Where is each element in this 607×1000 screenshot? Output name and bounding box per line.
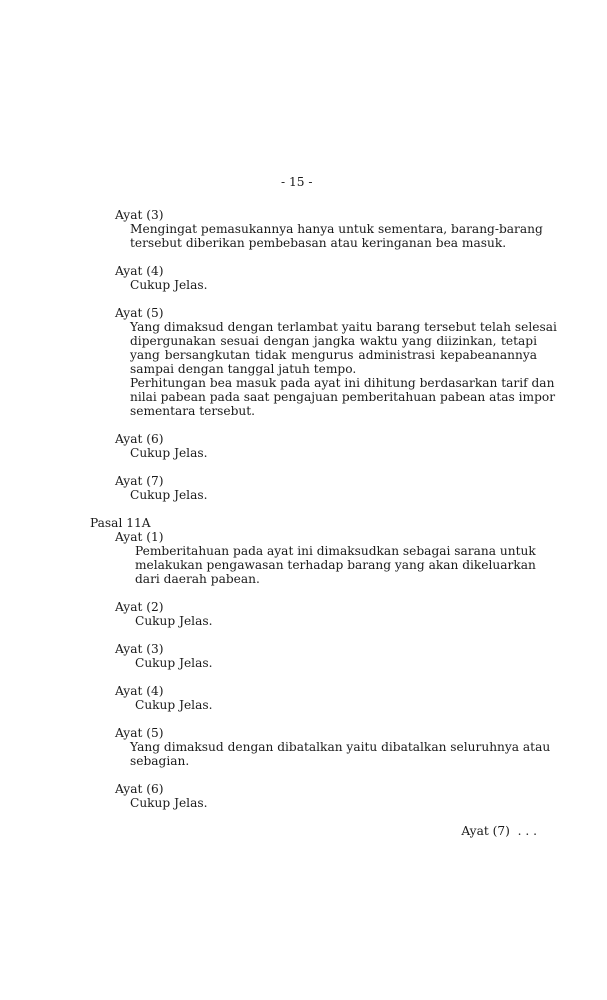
text-line: Mengingat pemasukannya hanya untuk sementara, barang-barang bbox=[130, 222, 543, 236]
text-line: sementara tersebut. bbox=[130, 404, 256, 418]
page-number: - 15 - bbox=[281, 175, 313, 189]
ayat-6-label: Ayat (6) bbox=[115, 432, 164, 446]
text-line: Pemberitahuan pada ayat ini dimaksudkan sebagai sarana untuk bbox=[135, 544, 536, 558]
ayat-4-text: Cukup Jelas. bbox=[130, 278, 208, 292]
pasal-11a-ayat-1-label: Ayat (1) bbox=[115, 530, 164, 544]
pasal-11a-heading: Pasal 11A bbox=[90, 516, 151, 530]
pasal-11a-ayat-6-text: Cukup Jelas. bbox=[130, 796, 208, 810]
text-line: dari daerah pabean. bbox=[135, 572, 260, 586]
text-line: sebagian. bbox=[130, 754, 190, 768]
pasal-11a-ayat-4-label: Ayat (4) bbox=[115, 684, 164, 698]
text-line: Yang dimaksud dengan dibatalkan yaitu dibatalkan seluruhnya atau bbox=[130, 740, 551, 754]
continuation-marker: Ayat (7) . . . bbox=[461, 824, 537, 838]
ayat-4-label: Ayat (4) bbox=[115, 264, 164, 278]
ayat-5-text bbox=[130, 320, 557, 418]
text-line: sampai dengan tanggal jatuh tempo. bbox=[130, 362, 357, 376]
pasal-11a-ayat-5-label: Ayat (5) bbox=[115, 726, 164, 740]
text-line: Perhitungan bea masuk pada ayat ini dihitung berdasarkan tarif dan bbox=[130, 376, 555, 390]
pasal-11a-ayat-2-label: Ayat (2) bbox=[115, 600, 164, 614]
ayat-6-text: Cukup Jelas. bbox=[130, 446, 208, 460]
ayat-5-label: Ayat (5) bbox=[115, 306, 164, 320]
ayat-3-label: Ayat (3) bbox=[115, 208, 164, 222]
text-line: tersebut diberikan pembebasan atau keringanan bea masuk. bbox=[130, 236, 507, 250]
pasal-11a-ayat-6-label: Ayat (6) bbox=[115, 782, 164, 796]
ayat-7-label: Ayat (7) bbox=[115, 474, 164, 488]
text-line: Yang dimaksud dengan terlambat yaitu barang tersebut telah selesai bbox=[130, 320, 557, 334]
pasal-11a-ayat-5-text bbox=[130, 740, 551, 768]
ayat-3-text bbox=[130, 222, 543, 250]
pasal-11a-ayat-3-text: Cukup Jelas. bbox=[135, 656, 213, 670]
text-line: melakukan pengawasan terhadap barang yang akan dikeluarkan bbox=[135, 558, 536, 572]
pasal-11a-ayat-2-text: Cukup Jelas. bbox=[135, 614, 213, 628]
text-line: dipergunakan sesuai dengan jangka waktu yang diizinkan, tetapi bbox=[130, 334, 537, 348]
pasal-11a-ayat-4-text: Cukup Jelas. bbox=[135, 698, 213, 712]
text-line: nilai pabean pada saat pengajuan pemberitahuan pabean atas impor bbox=[130, 390, 556, 404]
text-line: yang bersangkutan tidak mengurus administrasi kepabeanannya bbox=[130, 348, 537, 362]
pasal-11a-ayat-1-text bbox=[135, 544, 536, 586]
pasal-11a-ayat-3-label: Ayat (3) bbox=[115, 642, 164, 656]
ayat-7-text: Cukup Jelas. bbox=[130, 488, 208, 502]
